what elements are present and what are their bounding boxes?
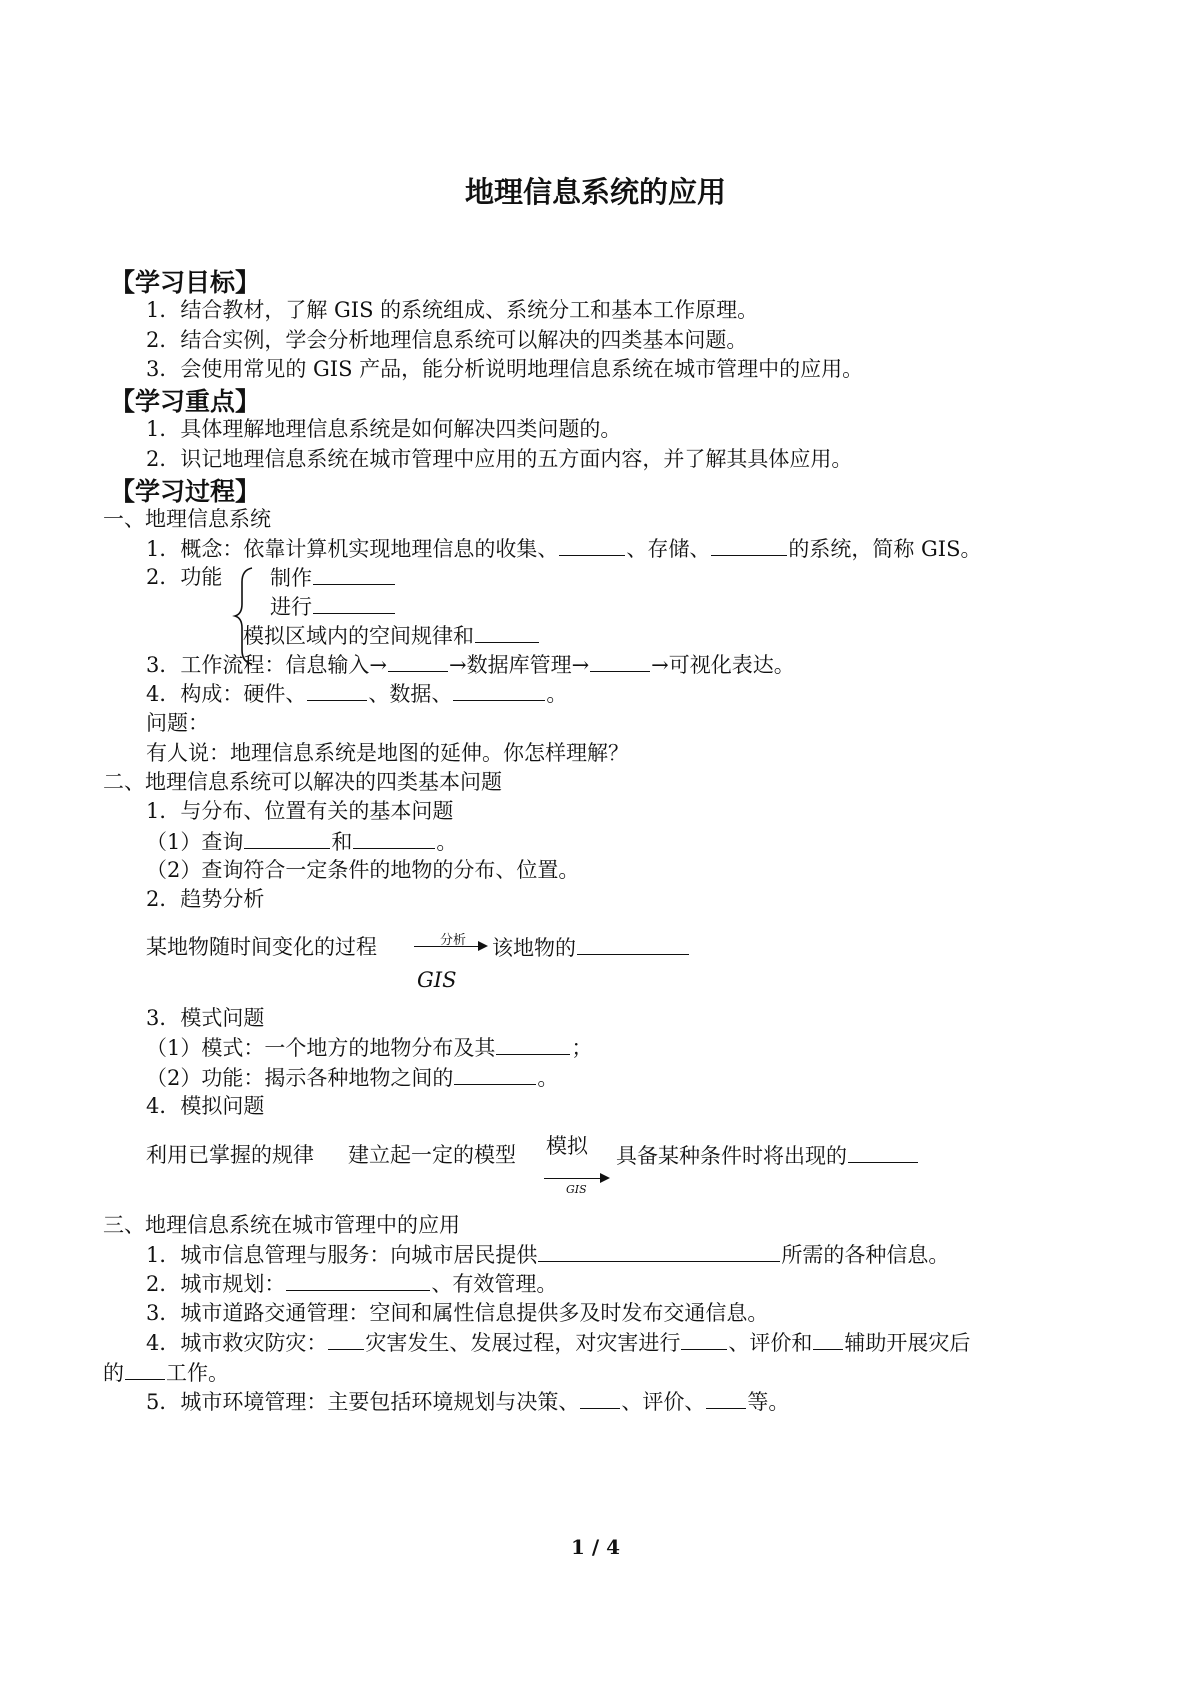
blank[interactable] [328, 1327, 364, 1350]
problem-3: 3．模式问题 [146, 1006, 265, 1030]
blank[interactable] [813, 1327, 843, 1350]
blank[interactable] [454, 1062, 536, 1085]
arrow-label-gis: GIS [417, 968, 457, 992]
function-label: 2．功能 [146, 565, 223, 589]
blank[interactable] [453, 678, 545, 701]
section-1-title: 一、地理信息系统 [103, 507, 271, 531]
goals-heading: 【学习目标】 [110, 268, 261, 297]
blank[interactable] [711, 533, 787, 556]
problem-1-2: （2）查询符合一定条件的地物的分布、位置。 [146, 858, 580, 882]
concept-line: 1．概念：依靠计算机实现地理信息的收集、 、存储、 的系统，简称 GIS。 [146, 533, 982, 564]
page-number: 1 / 4 [570, 1535, 621, 1559]
city-item-2: 2．城市规划： 、有效管理。 [146, 1268, 557, 1299]
section-3-title: 三、地理信息系统在城市管理中的应用 [103, 1213, 460, 1237]
function-item: 制作 [270, 562, 396, 593]
arrow-icon [600, 1173, 610, 1183]
city-item-3: 3．城市道路交通管理：空间和属性信息提供多及时发布交通信息。 [146, 1301, 769, 1325]
goal-item: 1．结合教材，了解 GIS 的系统组成、系统分工和基本工作原理。 [146, 298, 759, 322]
city-item-5: 5．城市环境管理：主要包括环境规划与决策、 、评价、 等。 [146, 1386, 789, 1417]
workflow-line: 3．工作流程：信息输入→ →数据库管理→ →可视化表达。 [146, 649, 795, 680]
composition-line: 4．构成：硬件、 、数据、 。 [146, 678, 567, 709]
blank[interactable] [590, 649, 650, 672]
problem-2: 2．趋势分析 [146, 887, 265, 911]
blank[interactable] [559, 533, 625, 556]
page-title: 地理信息系统的应用 [464, 175, 726, 209]
arrow-label-gis: GIS [566, 1183, 587, 1196]
goal-item: 2．结合实例，学会分析地理信息系统可以解决的四类基本问题。 [146, 328, 748, 352]
blank[interactable] [475, 620, 539, 643]
arrow-label-analysis: 分析 [440, 933, 467, 948]
problem-3-1: （1）模式：一个地方的地物分布及其 ； [146, 1032, 592, 1063]
function-item: 进行 [270, 591, 396, 622]
key-point-item: 1．具体理解地理信息系统是如何解决四类问题的。 [146, 417, 622, 441]
blank[interactable] [313, 591, 395, 614]
blank[interactable] [244, 826, 330, 849]
blank[interactable] [538, 1239, 780, 1262]
problem-1-1: （1）查询 和 。 [146, 826, 457, 857]
goal-item: 3．会使用常见的 GIS 产品，能分析说明地理信息系统在城市管理中的应用。 [146, 357, 864, 381]
blank[interactable] [580, 1386, 620, 1409]
function-item: 模拟区域内的空间规律和 [243, 620, 540, 651]
question-label: 问题： [146, 711, 209, 735]
blank[interactable] [353, 826, 435, 849]
city-item-4-cont: 的 工作。 [103, 1357, 229, 1388]
process-heading: 【学习过程】 [110, 477, 261, 506]
blank[interactable] [577, 932, 689, 955]
section-2-title: 二、地理信息系统可以解决的四类基本问题 [103, 770, 502, 794]
arrow-line [544, 1178, 602, 1179]
blank[interactable] [286, 1268, 430, 1291]
problem-3-2: （2）功能：揭示各种地物之间的 。 [146, 1062, 558, 1093]
blank[interactable] [313, 562, 395, 585]
blank[interactable] [496, 1032, 570, 1055]
trend-right: 该地物的 [492, 932, 690, 963]
simulation-c: 具备某种条件时将出现的 [616, 1140, 919, 1171]
key-points-heading: 【学习重点】 [110, 387, 261, 416]
arrow-icon [478, 941, 488, 951]
blank[interactable] [125, 1357, 165, 1380]
blank[interactable] [307, 678, 367, 701]
arrow-label-simulate: 模拟 [546, 1134, 588, 1158]
blank[interactable] [706, 1386, 746, 1409]
trend-left: 某地物随时间变化的过程 [146, 935, 377, 959]
blank[interactable] [848, 1140, 918, 1163]
city-item-1: 1．城市信息管理与服务：向城市居民提供 所需的各种信息。 [146, 1239, 949, 1270]
blank[interactable] [681, 1327, 727, 1350]
city-item-4: 4．城市救灾防灾： 灾害发生、发展过程，对灾害进行 、评价和 辅助开展灾后 [146, 1327, 970, 1358]
simulation-a: 利用已掌握的规律 [146, 1143, 314, 1167]
problem-4: 4．模拟问题 [146, 1094, 265, 1118]
key-point-item: 2．识记地理信息系统在城市管理中应用的五方面内容，并了解其具体应用。 [146, 447, 853, 471]
question-text: 有人说：地理信息系统是地图的延伸。你怎样理解？ [146, 741, 629, 765]
simulation-b: 建立起一定的模型 [348, 1143, 516, 1167]
blank[interactable] [388, 649, 448, 672]
arrow-line [414, 946, 480, 947]
problem-1: 1．与分布、位置有关的基本问题 [146, 799, 454, 823]
